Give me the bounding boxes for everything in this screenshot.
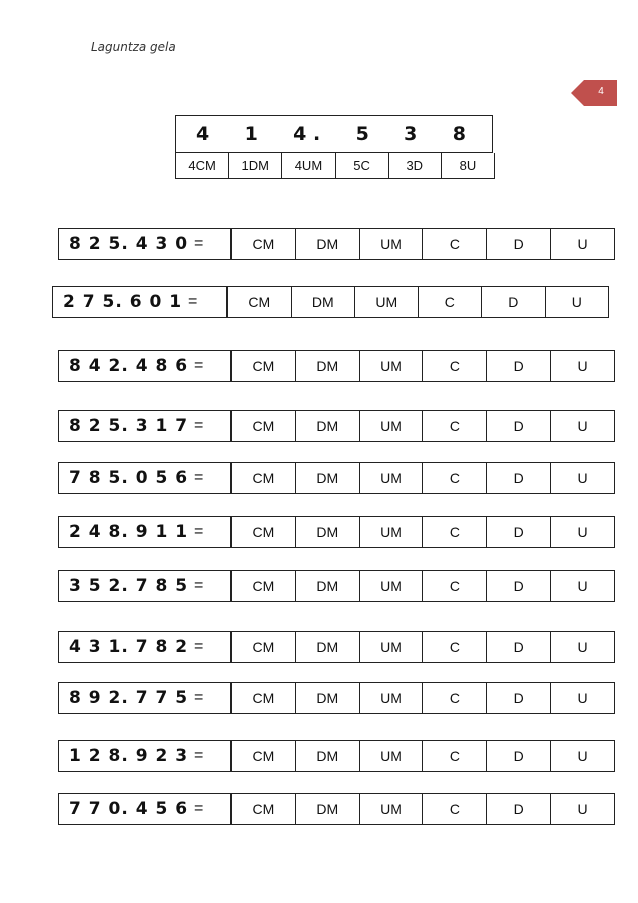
- example-place-cell: 5C: [336, 153, 389, 178]
- place-cell-um[interactable]: UM: [360, 683, 424, 713]
- exercise-row: [0, 631, 638, 665]
- example-digit: 3: [404, 123, 418, 145]
- example-digit: 4 .: [293, 123, 321, 145]
- place-cell-dm[interactable]: DM: [296, 632, 360, 662]
- number-value: 2 4 8. 9 1 1: [69, 522, 189, 542]
- number-value: 8 2 5. 3 1 7: [69, 416, 189, 436]
- example-digit: 8: [452, 123, 466, 145]
- number-box: [58, 570, 231, 602]
- place-cell-dm[interactable]: DM: [296, 229, 360, 259]
- place-cell-um[interactable]: UM: [360, 351, 424, 381]
- place-cell-um[interactable]: UM: [360, 463, 424, 493]
- place-cell-d[interactable]: D: [487, 794, 551, 824]
- place-cell-dm[interactable]: DM: [296, 517, 360, 547]
- example-place-cell: 4CM: [176, 153, 229, 178]
- number-box: [58, 740, 231, 772]
- place-value-table: [231, 410, 615, 442]
- equals-sign: =: [194, 523, 204, 540]
- place-cell-um[interactable]: UM: [360, 632, 424, 662]
- number-box: [58, 631, 231, 663]
- place-cell-cm[interactable]: CM: [232, 571, 296, 601]
- exercise-row: [0, 410, 638, 444]
- place-cell-dm[interactable]: DM: [296, 351, 360, 381]
- place-cell-c[interactable]: C: [423, 632, 487, 662]
- exercise-row: [0, 793, 638, 827]
- example-digit: 5: [355, 123, 369, 145]
- number-value: 7 8 5. 0 5 6: [69, 468, 189, 488]
- equals-sign: =: [194, 417, 204, 434]
- place-value-table: [231, 350, 615, 382]
- place-value-table: [231, 682, 615, 714]
- place-cell-u[interactable]: U: [577, 418, 588, 434]
- place-cell-um[interactable]: UM: [360, 741, 424, 771]
- example-digit: 1: [244, 123, 258, 145]
- equals-sign: =: [188, 293, 198, 310]
- example-place-values: [175, 153, 495, 179]
- place-cell-u[interactable]: U: [577, 358, 588, 374]
- place-cell-u[interactable]: U: [577, 801, 588, 817]
- exercise-row: [0, 462, 638, 496]
- place-value-table: [231, 228, 615, 260]
- place-cell-d[interactable]: D: [487, 632, 551, 662]
- place-cell-d[interactable]: D: [487, 411, 551, 441]
- place-cell-c[interactable]: C: [423, 794, 487, 824]
- equals-sign: =: [194, 689, 204, 706]
- example-digit: 4: [196, 123, 210, 145]
- equals-sign: =: [194, 469, 204, 486]
- example-number: [175, 115, 493, 153]
- place-cell-cm[interactable]: CM: [232, 229, 296, 259]
- exercise-row: [0, 228, 638, 262]
- place-cell-c[interactable]: C: [423, 351, 487, 381]
- place-value-table: [231, 793, 615, 825]
- place-cell-cm[interactable]: CM: [232, 517, 296, 547]
- example-place-cell: 4UM: [282, 153, 335, 178]
- place-cell-d[interactable]: D: [487, 741, 551, 771]
- place-cell-um[interactable]: UM: [360, 411, 424, 441]
- exercise-row: [0, 286, 638, 320]
- exercise-row: [0, 570, 638, 604]
- page-number-tab: [571, 80, 617, 106]
- number-box: [58, 462, 231, 494]
- place-cell-c[interactable]: C: [423, 411, 487, 441]
- exercise-row: [0, 740, 638, 774]
- number-value: 2 7 5. 6 0 1: [63, 292, 183, 312]
- example-table: [175, 115, 495, 179]
- place-cell-cm[interactable]: CM: [232, 351, 296, 381]
- number-value: 4 3 1. 7 8 2: [69, 637, 189, 657]
- place-cell-u[interactable]: U: [577, 639, 588, 655]
- equals-sign: =: [194, 747, 204, 764]
- place-cell-c[interactable]: C: [423, 741, 487, 771]
- place-cell-c[interactable]: C: [423, 463, 487, 493]
- place-cell-c[interactable]: C: [423, 683, 487, 713]
- place-value-table: [227, 286, 609, 318]
- place-cell-um[interactable]: UM: [360, 794, 424, 824]
- place-cell-um[interactable]: UM: [360, 517, 424, 547]
- place-cell-d[interactable]: D: [487, 229, 551, 259]
- place-cell-u[interactable]: U: [577, 578, 588, 594]
- place-cell-um[interactable]: UM: [360, 571, 424, 601]
- place-cell-c[interactable]: C: [423, 517, 487, 547]
- place-cell-cm[interactable]: CM: [228, 287, 292, 317]
- number-value: 3 5 2. 7 8 5: [69, 576, 189, 596]
- place-cell-u[interactable]: U: [577, 748, 588, 764]
- place-value-table: [231, 516, 615, 548]
- exercise-row: [0, 682, 638, 716]
- place-cell-dm[interactable]: DM: [296, 463, 360, 493]
- number-value: 8 9 2. 7 7 5: [69, 688, 189, 708]
- number-box: [58, 228, 231, 260]
- place-cell-dm[interactable]: DM: [296, 411, 360, 441]
- exercise-row: [0, 350, 638, 384]
- equals-sign: =: [194, 235, 204, 252]
- place-value-table: [231, 631, 615, 663]
- place-cell-c[interactable]: C: [423, 229, 487, 259]
- place-value-table: [231, 740, 615, 772]
- number-value: 8 4 2. 4 8 6: [69, 356, 189, 376]
- place-cell-c[interactable]: C: [419, 287, 483, 317]
- number-box: [58, 793, 231, 825]
- number-box: [52, 286, 227, 318]
- place-cell-cm[interactable]: CM: [232, 794, 296, 824]
- equals-sign: =: [194, 577, 204, 594]
- place-cell-u[interactable]: U: [577, 470, 588, 486]
- place-value-table: [231, 462, 615, 494]
- place-cell-d[interactable]: D: [487, 517, 551, 547]
- example-place-cell: 8U: [459, 158, 477, 173]
- number-box: [58, 410, 231, 442]
- place-cell-u[interactable]: U: [571, 294, 582, 310]
- place-cell-u[interactable]: U: [577, 524, 588, 540]
- place-cell-u[interactable]: U: [577, 690, 588, 706]
- number-box: [58, 350, 231, 382]
- place-cell-um[interactable]: UM: [360, 229, 424, 259]
- place-cell-cm[interactable]: CM: [232, 411, 296, 441]
- place-cell-d[interactable]: D: [487, 351, 551, 381]
- place-cell-um[interactable]: UM: [355, 287, 419, 317]
- place-cell-u[interactable]: U: [577, 236, 588, 252]
- place-cell-cm[interactable]: CM: [232, 683, 296, 713]
- place-cell-dm[interactable]: DM: [296, 741, 360, 771]
- place-cell-cm[interactable]: CM: [232, 463, 296, 493]
- number-box: [58, 516, 231, 548]
- equals-sign: =: [194, 638, 204, 655]
- place-value-table: [231, 570, 615, 602]
- exercise-row: [0, 516, 638, 550]
- place-cell-d[interactable]: D: [482, 287, 546, 317]
- page-number: 4: [598, 86, 604, 97]
- example-place-cell: 3D: [389, 153, 442, 178]
- number-value: 8 2 5. 4 3 0: [69, 234, 189, 254]
- example-place-cell: 1DM: [229, 153, 282, 178]
- place-cell-d[interactable]: D: [487, 463, 551, 493]
- place-cell-d[interactable]: D: [487, 683, 551, 713]
- place-cell-dm[interactable]: DM: [292, 287, 356, 317]
- number-value: 1 2 8. 9 2 3: [69, 746, 189, 766]
- place-cell-dm[interactable]: DM: [296, 571, 360, 601]
- number-box: [58, 682, 231, 714]
- header-title: Laguntza gela: [91, 40, 176, 54]
- equals-sign: =: [194, 800, 204, 817]
- place-cell-cm[interactable]: CM: [232, 632, 296, 662]
- number-value: 7 7 0. 4 5 6: [69, 799, 189, 819]
- place-cell-dm[interactable]: DM: [296, 683, 360, 713]
- equals-sign: =: [194, 357, 204, 374]
- place-cell-dm[interactable]: DM: [296, 794, 360, 824]
- place-cell-d[interactable]: D: [487, 571, 551, 601]
- place-cell-c[interactable]: C: [423, 571, 487, 601]
- place-cell-cm[interactable]: CM: [232, 741, 296, 771]
